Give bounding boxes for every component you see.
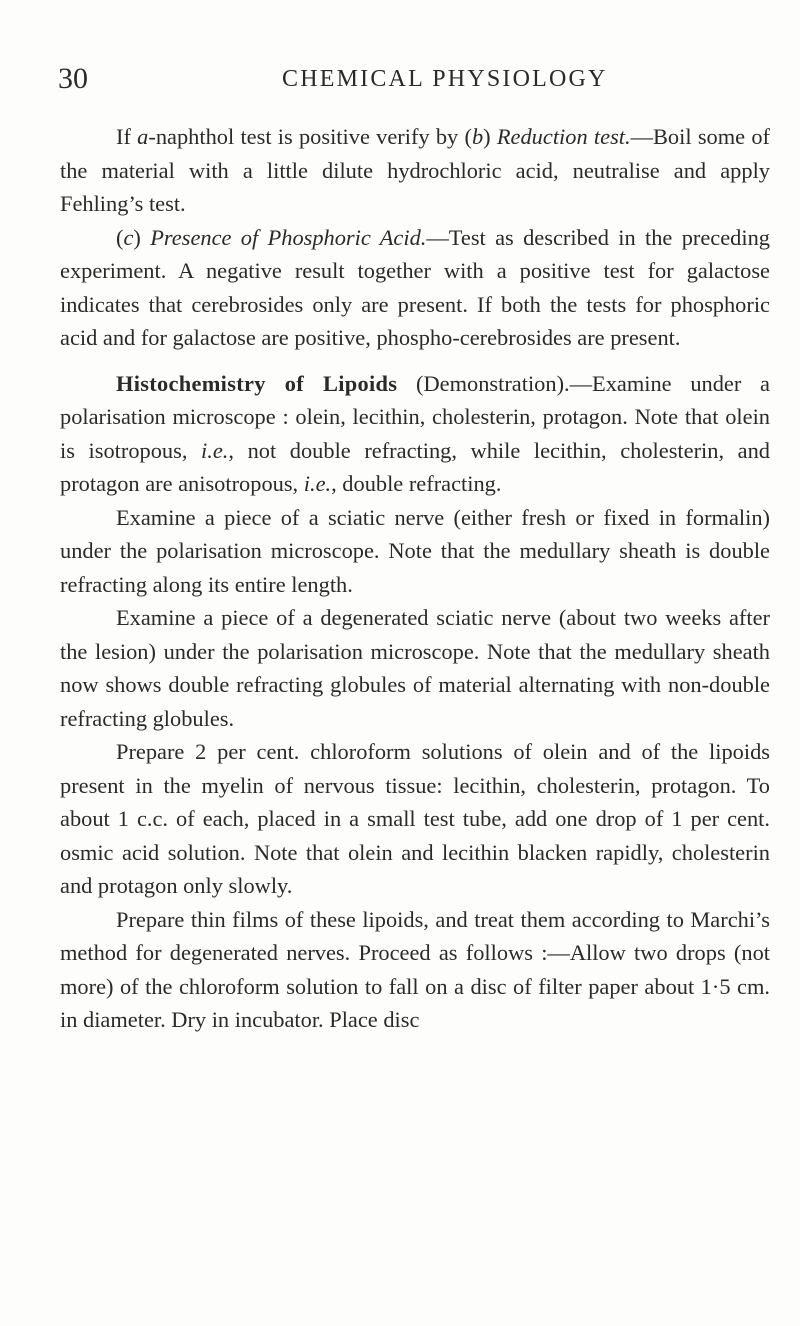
text-run: Examine a piece of a sciatic nerve (either fresh or fixed in formalin) under the polarisation microscope. Note that the medullary sheath is double refracting along its entire length. <box>60 504 770 597</box>
running-title: CHEMICAL PHYSIOLOGY <box>282 66 608 92</box>
italic-run: i.e. <box>201 437 229 463</box>
paragraph <box>60 367 770 501</box>
text-run: If <box>116 124 138 149</box>
text-run: , double refracting. <box>331 471 502 496</box>
paragraph <box>60 903 770 1037</box>
italic-run: b <box>471 124 484 149</box>
text-run: ) <box>133 224 151 250</box>
text-run: -naphthol test is positive verify by ( <box>148 124 472 149</box>
text-run: , not double refracting, while lecithin, cholesterin, and protagon are anisotropous, <box>60 437 770 496</box>
page-number: 30 <box>58 62 88 95</box>
text-run: ) <box>483 124 497 149</box>
italic-run: c <box>123 224 134 250</box>
text-run: Prepare 2 per cent. chloroform solutions of olein and of the lipoids present in the myelin of nervous tissue: lecithin, cholesterin, protagon. To about 1 c.c. of each, placed in a small test tube, add one drop of 1 per cent. osmic acid solution. Note that olein and lecithin blacken rapidly, cholesterin and protagon only slowly. <box>60 739 770 898</box>
italic-run: i.e. <box>303 471 332 496</box>
text-run: Examine a piece of a degenerated sciatic nerve (about two weeks after the lesion) under the polarisation microscope. Note that the medullary sheath now shows double refracting globules of material alternating with non-double refracting globules. <box>60 605 770 731</box>
paragraph <box>60 120 770 221</box>
text-run: —Boil some of the material with a little dilute hydrochloric acid, neutralise and apply Fehling’s test. <box>60 124 770 216</box>
body-text <box>60 120 770 1037</box>
text-run: Prepare thin films of these lipoids, and treat them according to Marchi’s method for degenerated nerves. Proceed as follows :—Allow two drops (not more) of the chloroform solution to fall on a disc of filter paper about 1·5 cm. in diameter. Dry in incubator. Place disc <box>60 906 770 1032</box>
italic-run: a <box>137 124 149 149</box>
text-run: (Demonstration).—Examine under a polarisation microscope : olein, lecithin, cholesterin, protagon. Note that olein is isotropous, <box>60 370 770 463</box>
paragraph <box>60 221 770 355</box>
text-run: ( <box>116 224 124 250</box>
italic-run: Presence of Phosphoric Acid. <box>150 224 427 250</box>
text-run: —Test as described in the preceding experiment. A negative result together with a positive test for galactose indicates that cerebrosides only are present. If both the tests for phosphoric acid and for galactose are positive, phospho-cerebrosides are present. <box>60 224 770 350</box>
section-heading: Histochemistry of Lipoids <box>116 370 398 396</box>
running-header <box>58 62 742 102</box>
paragraph <box>60 501 770 602</box>
paragraph <box>60 601 770 735</box>
italic-run: Reduction test. <box>496 124 631 149</box>
paragraph <box>60 735 770 903</box>
